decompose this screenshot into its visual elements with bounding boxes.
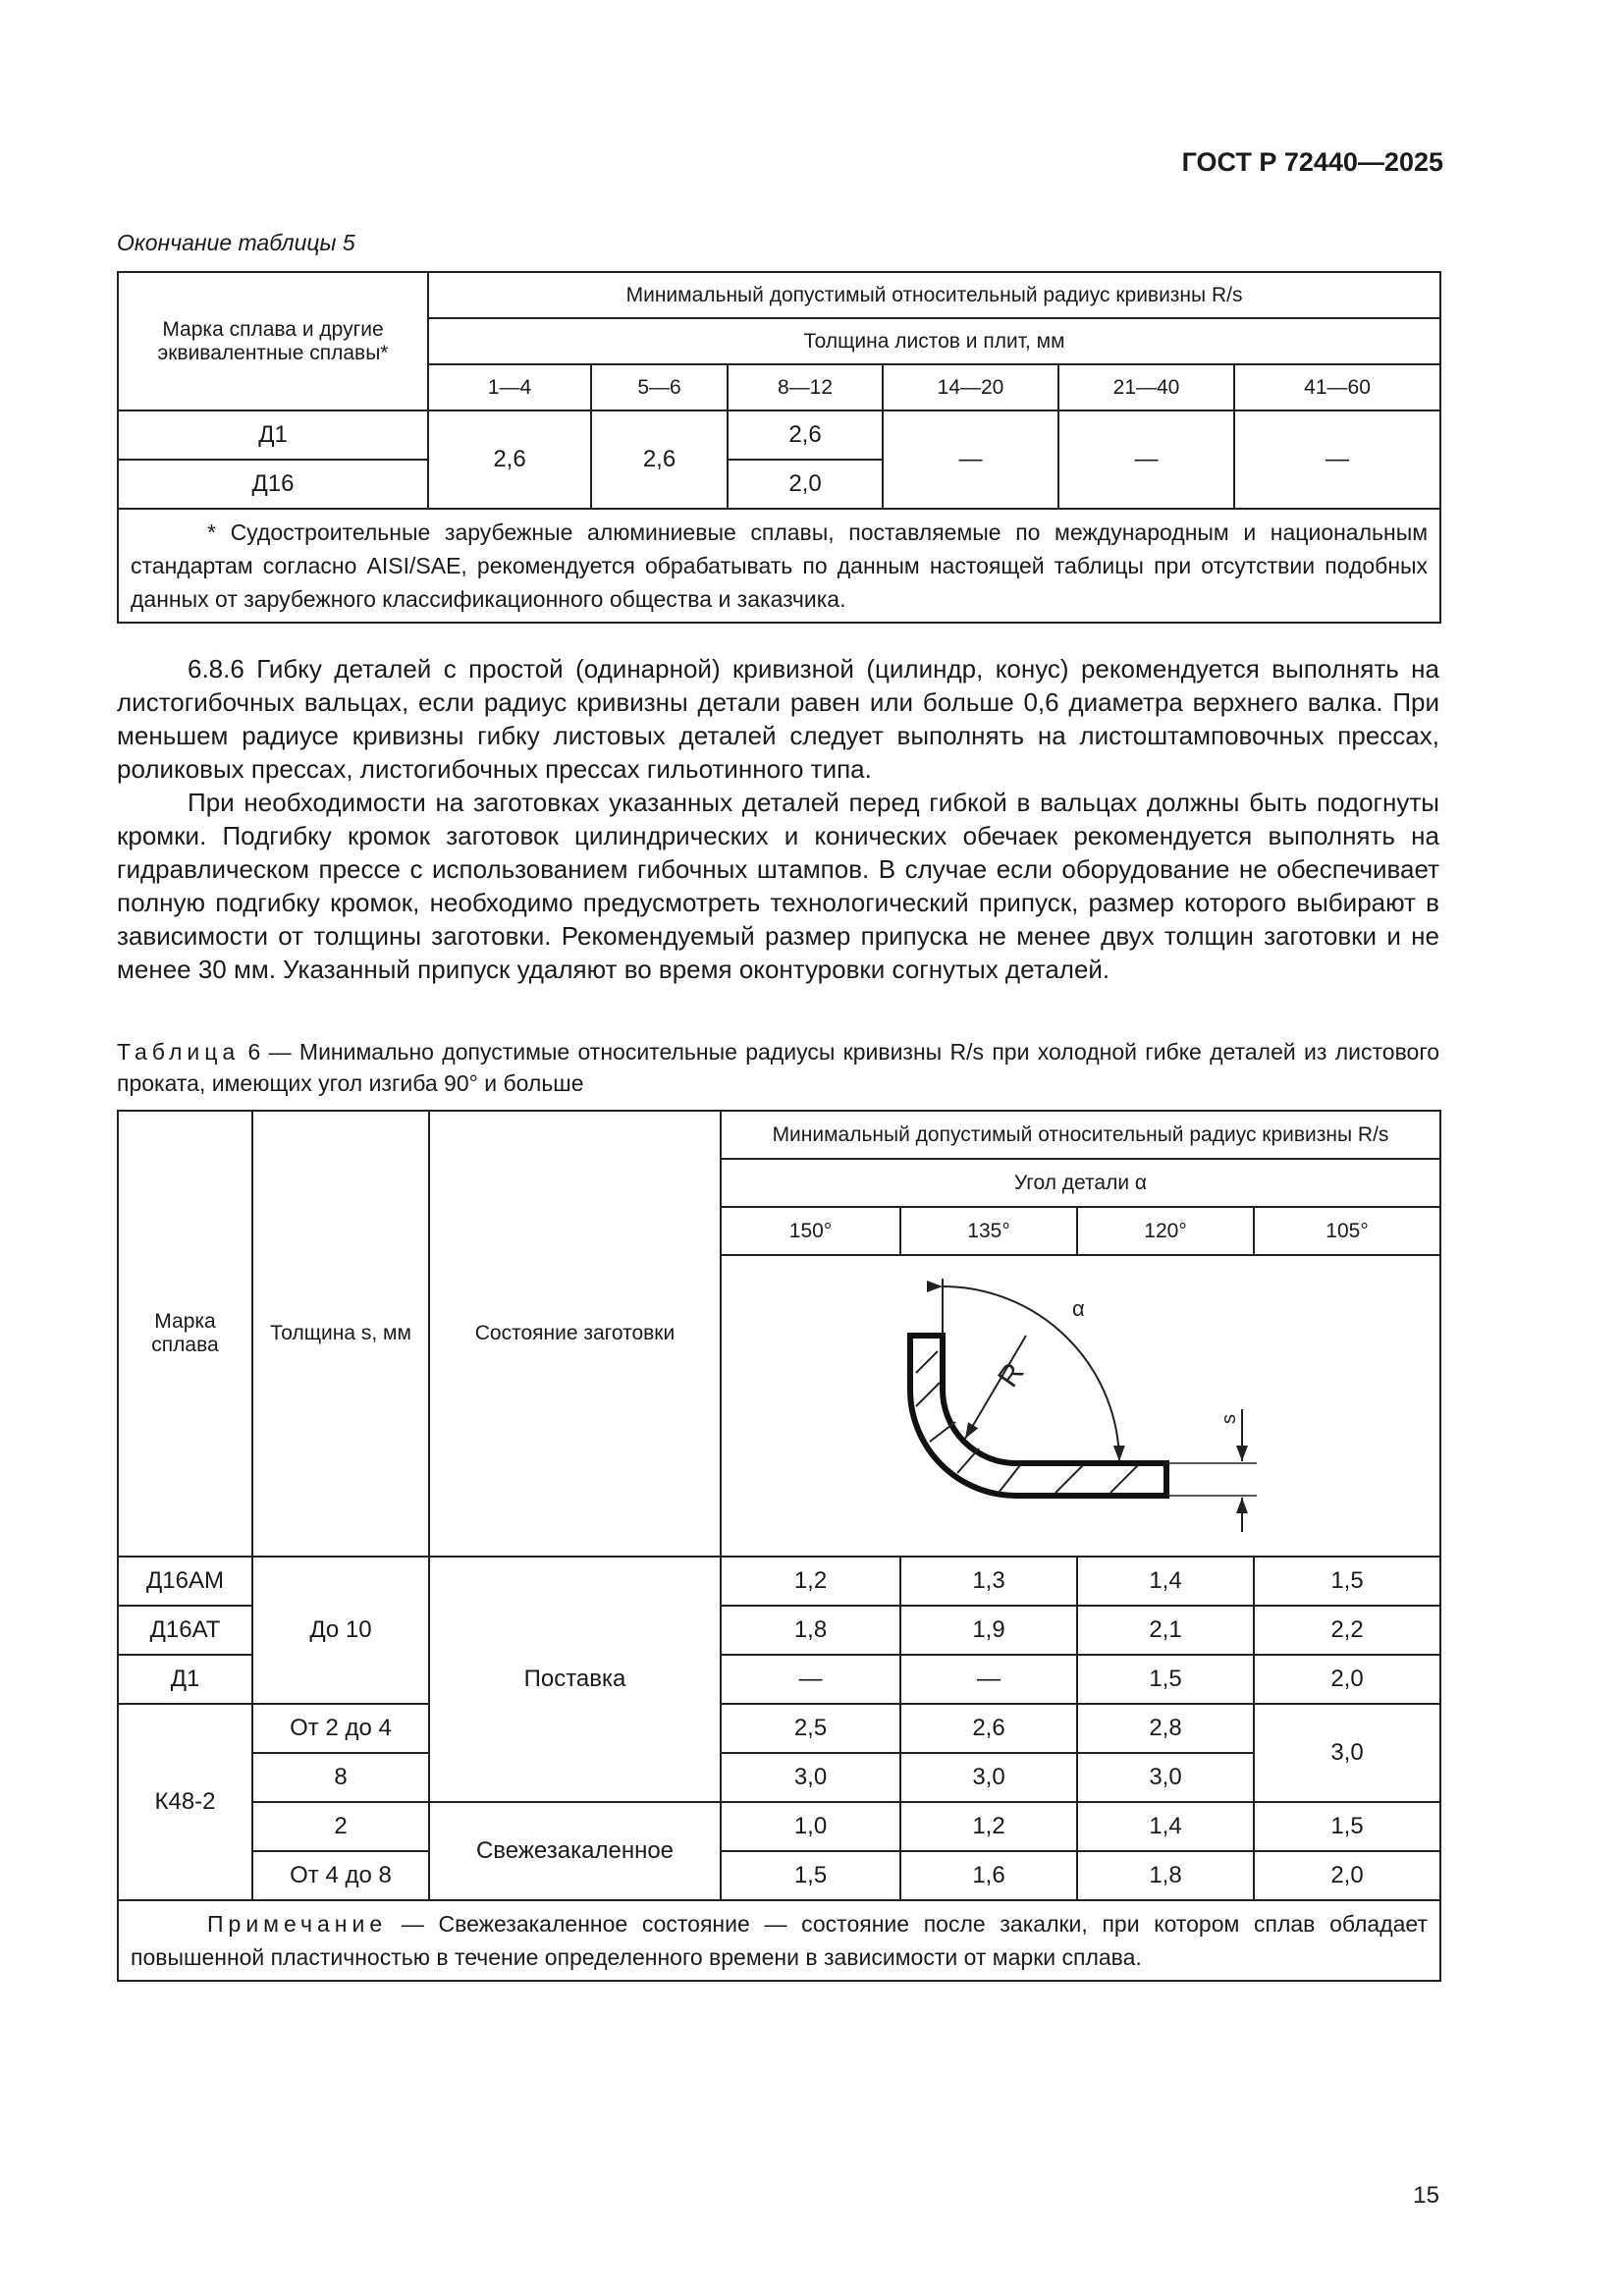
document-id: ГОСТ Р 72440—2025: [1181, 147, 1443, 177]
table5-thickness-5: 21—40: [1058, 364, 1234, 410]
table6-cell: 2,2: [1254, 1606, 1440, 1655]
table5-thickness-2: 5—6: [591, 364, 728, 410]
table6-cell: 1,8: [721, 1606, 900, 1655]
table6-thickness: От 4 до 8: [252, 1851, 429, 1900]
table6-cell: 2,5: [721, 1704, 900, 1753]
table6-state: Поставка: [429, 1557, 721, 1802]
table6-cell: 1,4: [1077, 1557, 1254, 1606]
table6-angle-120: 120°: [1077, 1207, 1254, 1255]
table6-thickness: До 10: [252, 1557, 429, 1704]
table6-cell: —: [721, 1655, 900, 1704]
table6-grade: Д16АТ: [118, 1606, 252, 1655]
paragraph-6-8-6: 6.8.6 Гибку деталей с простой (одинарной) кривизной (цилиндр, конус) рекомендуется выполнять на листогибочных вальцах, если радиус кривизны детали равен или больше 0,6 диаметра верхнего валка. При меньшем радиусе кривизны гибку листовых деталей следует выполнять на листоштамповочных прессах, роликовых прессах, листогибочных прессах гильотинного типа.: [117, 654, 1439, 784]
table6-cell: 3,0: [1077, 1753, 1254, 1802]
table6-cell: 3,0: [900, 1753, 1077, 1802]
table6-cell: 1,4: [1077, 1802, 1254, 1851]
table6-caption-label: Таблица: [117, 1039, 241, 1065]
table5-row-grade: Д1: [118, 410, 428, 460]
table6-header-angle: Угол детали α: [721, 1159, 1440, 1207]
table6-cell: 1,9: [900, 1606, 1077, 1655]
footnote-marker: *: [207, 519, 216, 545]
page-number: 15: [1413, 2182, 1439, 2209]
table6-cell: 2,0: [1254, 1655, 1440, 1704]
table5-thickness-1: 1—4: [428, 364, 591, 410]
table6-cell: 1,5: [1254, 1557, 1440, 1606]
table5-cell: 2,6: [591, 410, 728, 509]
table6-cell: 3,0: [721, 1753, 900, 1802]
table-5: [117, 271, 1441, 624]
table6-header-radius: Минимальный допустимый относительный радиус кривизны R/s: [721, 1111, 1440, 1159]
table6-cell: 1,6: [900, 1851, 1077, 1900]
label-R: R: [992, 1356, 1031, 1394]
table-6: [117, 1110, 1441, 1982]
note-label: Примечание: [207, 1911, 388, 1937]
table5-header-thickness: Толщина листов и плит, мм: [428, 318, 1440, 364]
table5-continuation-caption: Окончание таблицы 5: [117, 230, 355, 255]
table6-cell: 1,2: [900, 1802, 1077, 1851]
table5-thickness-3: 8—12: [728, 364, 883, 410]
table5-cell: 2,0: [728, 460, 883, 509]
table5-row-grade: Д16: [118, 460, 428, 509]
table6-cell: —: [900, 1655, 1077, 1704]
table6-thickness: 2: [252, 1802, 429, 1851]
table6-cell: 2,6: [900, 1704, 1077, 1753]
table5-thickness-6: 41—60: [1234, 364, 1440, 410]
table5-thickness-4: 14—20: [883, 364, 1058, 410]
table6-cell: 1,5: [1254, 1802, 1440, 1851]
footnote-text: Судостроительные зарубежные алюминиевые сплавы, поставляемые по международным и национальным стандартам согласно AISI/SAE, рекомендуется обрабатывать по данным настоящей таблицы при отсутствии подобных данных от зарубежного классификационного общества и заказчика.: [131, 519, 1429, 612]
table6-cell: 3,0: [1254, 1704, 1440, 1802]
table6-header-thickness: Толщина s, мм: [252, 1111, 429, 1557]
table6-cell: 2,0: [1254, 1851, 1440, 1900]
table6-cell: 1,8: [1077, 1851, 1254, 1900]
bend-diagram: [722, 1257, 1434, 1555]
table6-cell: 1,0: [721, 1802, 900, 1851]
table5-cell: —: [883, 410, 1058, 509]
label-s: s: [1218, 1414, 1240, 1424]
table6-caption-text: 6 — Минимально допустимые относительные радиусы кривизны R/s при холодной гибке деталей из листового проката, имеющих угол изгиба 90° и больше: [117, 1039, 1439, 1096]
table6-cell: 2,8: [1077, 1704, 1254, 1753]
table5-cell: —: [1234, 410, 1440, 509]
table6-caption: [117, 1036, 1439, 1099]
alpha-arc: [943, 1286, 1119, 1461]
table6-angle-150: 150°: [721, 1207, 900, 1255]
table6-grade: К48-2: [118, 1704, 252, 1900]
table5-header-grade: Марка сплава и другие эквивалентные сплавы*: [118, 272, 428, 410]
paragraph-edges: При необходимости на заготовках указанных деталей перед гибкой в вальцах должны быть подогнуты кромки. Подгибку кромок заготовок цилиндрических и конических обечаек рекомендуется выполнять на гидравлическом прессе с использованием гибочных штампов. В случае если оборудование не обеспечивает полную подгибку кромок, необходимо предусмотреть технологический припуск, размер которого выбирают в зависимости от толщины заготовки. Рекомендуемый размер припуска не менее двух толщин заготовки и не менее 30 мм. Указанный припуск удаляют во время оконтуровки согнутых деталей.: [117, 788, 1439, 984]
table6-cell: 1,2: [721, 1557, 900, 1606]
table6-state: Свежезакаленное: [429, 1802, 721, 1900]
table6-cell: 1,3: [900, 1557, 1077, 1606]
table6-cell: 2,1: [1077, 1606, 1254, 1655]
table6-note: [118, 1900, 1440, 1981]
table6-grade: Д16АМ: [118, 1557, 252, 1606]
bend-diagram-cell: [721, 1255, 1440, 1557]
table6-grade: Д1: [118, 1655, 252, 1704]
table6-angle-105: 105°: [1254, 1207, 1440, 1255]
table5-footnote: [118, 509, 1440, 623]
table5-cell: 2,6: [428, 410, 591, 509]
table6-thickness: От 2 до 4: [252, 1704, 429, 1753]
table6-header-state: Состояние заготовки: [429, 1111, 721, 1557]
body-text: [117, 652, 1439, 986]
table5-cell: 2,6: [728, 410, 883, 460]
table6-cell: 1,5: [1077, 1655, 1254, 1704]
note-text: — Свежезакаленное состояние — состояние после закалки, при котором сплав обладает повышенной пластичностью в течение определенного времени в зависимости от марки сплава.: [131, 1911, 1428, 1970]
table6-thickness: 8: [252, 1753, 429, 1802]
label-alpha: α: [1072, 1296, 1085, 1321]
table5-header-radius: Минимальный допустимый относительный радиус кривизны R/s: [428, 272, 1440, 318]
table6-angle-135: 135°: [900, 1207, 1077, 1255]
table5-cell: —: [1058, 410, 1234, 509]
table6-cell: 1,5: [721, 1851, 900, 1900]
bent-part-outline: [910, 1336, 1166, 1496]
table6-header-grade: Марка сплава: [118, 1111, 252, 1557]
